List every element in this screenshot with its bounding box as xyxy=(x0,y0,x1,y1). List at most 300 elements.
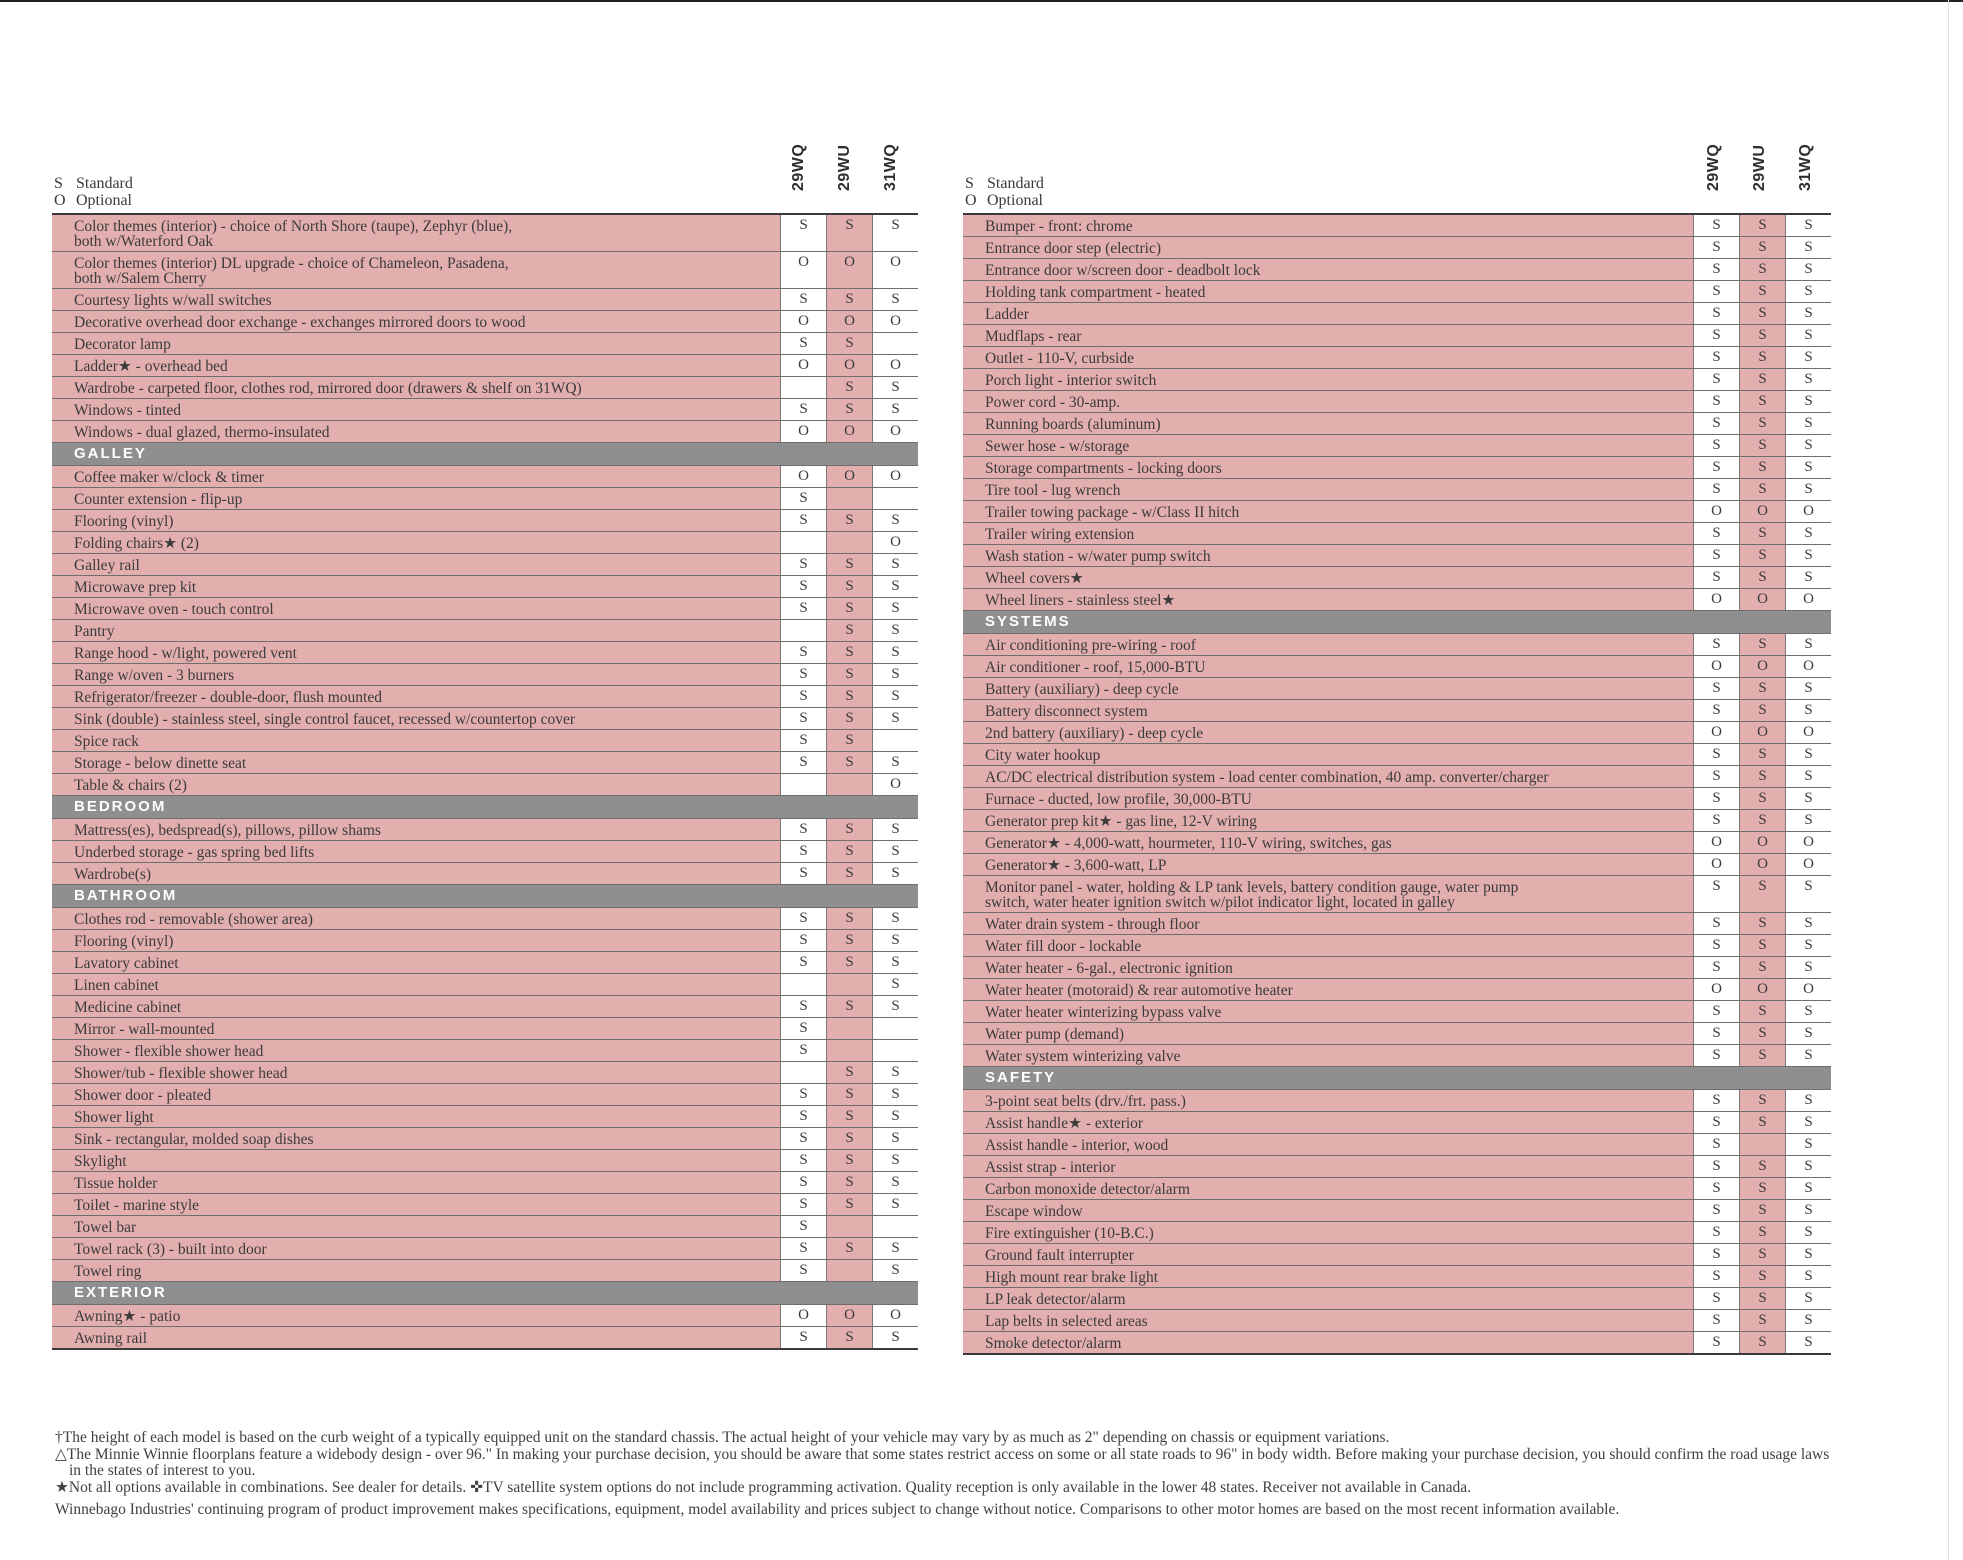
spec-cell-29wq: S xyxy=(1693,391,1739,412)
spec-label: Wash station - w/water pump switch xyxy=(985,548,1211,565)
spec-row xyxy=(963,1045,1831,1067)
spec-cell-29wq: S xyxy=(780,1216,826,1237)
spec-cell-29wq: S xyxy=(1693,1023,1739,1044)
spec-label: Galley rail xyxy=(74,557,140,574)
spec-row xyxy=(963,1244,1831,1266)
spec-cell-29wq: S xyxy=(780,1128,826,1149)
spec-cell-31wq: S xyxy=(1785,237,1831,258)
spec-row xyxy=(963,523,1831,545)
spec-cell-29wq: S xyxy=(780,554,826,575)
spec-cell-29wq: S xyxy=(780,930,826,951)
spec-label: Power cord - 30-amp. xyxy=(985,394,1121,411)
spec-label: Carbon monoxide detector/alarm xyxy=(985,1181,1190,1198)
spec-row xyxy=(52,510,918,532)
spec-row xyxy=(963,700,1831,722)
spec-label: Bumper - front: chrome xyxy=(985,218,1133,235)
spec-cell-29wu: O xyxy=(1739,979,1785,1000)
spec-label: Towel rack (3) - built into door xyxy=(74,1241,267,1258)
spec-cell-31wq: S xyxy=(1785,1200,1831,1221)
spec-row xyxy=(52,642,918,664)
right-spec-column xyxy=(963,143,1831,1355)
spec-row xyxy=(963,876,1831,913)
spec-cell-31wq: S xyxy=(872,1194,918,1215)
spec-cell-29wu xyxy=(826,774,872,795)
spec-cell-31wq: S xyxy=(1785,369,1831,390)
spec-cell-29wq: S xyxy=(1693,1001,1739,1022)
spec-row xyxy=(52,377,918,399)
spec-cell-31wq xyxy=(872,1018,918,1039)
section-header-exterior: EXTERIOR xyxy=(52,1282,918,1305)
spec-cell-29wu: S xyxy=(1739,413,1785,434)
spec-row xyxy=(963,215,1831,237)
spec-row xyxy=(52,930,918,952)
spec-cell-31wq: S xyxy=(1785,766,1831,787)
spec-cell-29wu: S xyxy=(1739,325,1785,346)
spec-cell-31wq: S xyxy=(872,642,918,663)
spec-label: Entrance door step (electric) xyxy=(985,240,1162,257)
spec-row xyxy=(52,1216,918,1238)
spec-label: Color themes (interior) - choice of North Shore (taupe), Zephyr (blue), both w/Waterford Oak xyxy=(74,218,513,250)
spec-row xyxy=(52,1106,918,1128)
spec-label: Smoke detector/alarm xyxy=(985,1335,1122,1352)
spec-cell-29wu xyxy=(826,974,872,995)
spec-row xyxy=(963,656,1831,678)
spec-row xyxy=(52,311,918,333)
spec-cell-29wu: O xyxy=(826,252,872,288)
spec-cell-29wq: S xyxy=(780,1150,826,1171)
spec-cell-29wu: S xyxy=(826,952,872,973)
spec-row xyxy=(963,722,1831,744)
spec-cell-29wu: S xyxy=(1739,1178,1785,1199)
spec-row xyxy=(963,1266,1831,1288)
section-header-systems: SYSTEMS xyxy=(963,611,1831,634)
spec-row xyxy=(963,1288,1831,1310)
spec-row xyxy=(963,957,1831,979)
spec-cell-29wq: S xyxy=(1693,435,1739,456)
spec-label: Linen cabinet xyxy=(74,977,159,994)
spec-cell-29wu: S xyxy=(826,1128,872,1149)
spec-label: Furnace - ducted, low profile, 30,000-BTU xyxy=(985,791,1252,808)
spec-cell-31wq: S xyxy=(1785,391,1831,412)
spec-cell-31wq xyxy=(872,1216,918,1237)
spec-row xyxy=(52,289,918,311)
spec-row xyxy=(963,913,1831,935)
spec-cell-29wu: S xyxy=(1739,957,1785,978)
spec-label: Entrance door w/screen door - deadbolt lock xyxy=(985,262,1261,279)
left-spec-table xyxy=(52,213,918,1350)
spec-cell-29wu: S xyxy=(1739,810,1785,831)
spec-label: Refrigerator/freezer - double-door, flush mounted xyxy=(74,689,382,706)
model-labels xyxy=(776,143,914,209)
spec-label: Monitor panel - water, holding & LP tank levels, battery condition gauge, water pump switch, water heater ignition switch w/pilot indicator light, located in galley xyxy=(985,879,1519,911)
spec-cell-31wq: S xyxy=(872,289,918,310)
spec-row xyxy=(963,1178,1831,1200)
spec-label: Lavatory cabinet xyxy=(74,955,179,972)
spec-cell-29wu: S xyxy=(826,642,872,663)
spec-cell-29wu: S xyxy=(826,289,872,310)
spec-cell-29wq: S xyxy=(780,952,826,973)
spec-cell-31wq: S xyxy=(1785,700,1831,721)
spec-label: Water heater winterizing bypass valve xyxy=(985,1004,1222,1021)
spec-cell-31wq: S xyxy=(1785,1045,1831,1066)
spec-cell-29wq: S xyxy=(780,841,826,862)
spec-row xyxy=(963,545,1831,567)
spec-row xyxy=(963,567,1831,589)
spec-row xyxy=(963,413,1831,435)
spec-row xyxy=(963,744,1831,766)
spec-row xyxy=(963,281,1831,303)
spec-cell-29wq: S xyxy=(780,863,826,884)
spec-row xyxy=(52,1260,918,1282)
spec-cell-29wu: S xyxy=(1739,567,1785,588)
spec-cell-31wq: S xyxy=(1785,935,1831,956)
spec-row xyxy=(52,1238,918,1260)
spec-label: Underbed storage - gas spring bed lifts xyxy=(74,844,315,861)
spec-cell-31wq: O xyxy=(1785,589,1831,610)
spec-cell-29wq: S xyxy=(780,996,826,1017)
spec-label: Running boards (aluminum) xyxy=(985,416,1161,433)
spec-cell-29wu xyxy=(826,1018,872,1039)
spec-cell-29wq: S xyxy=(1693,523,1739,544)
spec-cell-29wu: S xyxy=(826,708,872,729)
footnote-options: ★Not all options available in combinations. See dealer for details. ✜TV satellite system options do not include programming activation. Quality reception is only available in the lower 48 states. Receiver not available in Canada. xyxy=(55,1479,1472,1496)
spec-cell-29wq: S xyxy=(780,686,826,707)
model-label-29wq: 29WQ xyxy=(1705,143,1722,191)
spec-label: Air conditioning pre-wiring - roof xyxy=(985,637,1196,654)
spec-cell-29wq: S xyxy=(1693,369,1739,390)
spec-row xyxy=(52,841,918,863)
model-label-29wu: 29WU xyxy=(1751,144,1768,191)
spec-row xyxy=(963,435,1831,457)
spec-cell-29wu: S xyxy=(1739,281,1785,302)
model-labels xyxy=(1691,143,1829,209)
spec-cell-29wq: S xyxy=(780,730,826,751)
legend xyxy=(54,175,133,209)
spec-row xyxy=(52,333,918,355)
spec-row xyxy=(52,1128,918,1150)
spec-cell-29wq: S xyxy=(780,1018,826,1039)
spec-label: Ladder xyxy=(985,306,1029,323)
spec-cell-29wq: O xyxy=(780,355,826,376)
spec-cell-29wq: S xyxy=(1693,957,1739,978)
spec-cell-29wq: S xyxy=(1693,935,1739,956)
spec-cell-29wq: S xyxy=(780,215,826,251)
spec-cell-31wq: S xyxy=(872,664,918,685)
spec-cell-29wq: S xyxy=(1693,913,1739,934)
spec-label: Porch light - interior switch xyxy=(985,372,1157,389)
spec-cell-29wu: O xyxy=(826,1305,872,1326)
spec-cell-29wq: S xyxy=(780,576,826,597)
spec-cell-29wu: S xyxy=(1739,876,1785,912)
spec-cell-29wq: S xyxy=(1693,634,1739,655)
footnote-height: †The height of each model is based on the curb weight of a typically equipped unit on the standard chassis. The actual height of your vehicle may vary by as much as 2" depending on chassis or equipment variations. xyxy=(55,1429,1390,1446)
spec-cell-31wq: O xyxy=(872,355,918,376)
spec-cell-29wq: S xyxy=(780,1172,826,1193)
spec-cell-29wq: O xyxy=(1693,501,1739,522)
spec-cell-29wu: S xyxy=(1739,678,1785,699)
spec-label: Holding tank compartment - heated xyxy=(985,284,1206,301)
spec-label: Towel bar xyxy=(74,1219,137,1236)
spec-cell-31wq: S xyxy=(872,1128,918,1149)
spec-cell-31wq: S xyxy=(872,1106,918,1127)
spec-label: 3-point seat belts (drv./frt. pass.) xyxy=(985,1093,1186,1110)
spec-cell-29wu: S xyxy=(826,730,872,751)
page-edge-rule xyxy=(1948,0,1949,1560)
footnote-widebody: △The Minnie Winnie floorplans feature a widebody design - over 96." In making your purchase decision, you should be aware that some states restrict access on some or all state roads to 96" in body width. Before making your purchase decision, you should confirm the road usage laws in the states of interest to you. xyxy=(55,1446,1830,1479)
spec-cell-29wq: S xyxy=(1693,479,1739,500)
spec-cell-29wu: S xyxy=(1739,1266,1785,1287)
spec-cell-31wq: S xyxy=(872,620,918,641)
spec-label: Flooring (vinyl) xyxy=(74,513,174,530)
spec-cell-29wu: S xyxy=(1739,237,1785,258)
spec-label: Toilet - marine style xyxy=(74,1197,200,1214)
spec-row xyxy=(52,664,918,686)
spec-row xyxy=(963,303,1831,325)
spec-cell-31wq xyxy=(872,333,918,354)
spec-cell-29wq: S xyxy=(1693,281,1739,302)
spec-label: Counter extension - flip-up xyxy=(74,491,243,508)
spec-label: Generator★ - 4,000-watt, hourmeter, 110-V wiring, switches, gas xyxy=(985,835,1392,852)
spec-cell-29wu: S xyxy=(826,1106,872,1127)
spec-label: Wardrobe(s) xyxy=(74,866,152,883)
spec-label: Range hood - w/light, powered vent xyxy=(74,645,297,662)
spec-label: Range w/oven - 3 burners xyxy=(74,667,235,684)
spec-row xyxy=(963,369,1831,391)
spec-cell-31wq: S xyxy=(1785,303,1831,324)
spec-cell-31wq: S xyxy=(872,399,918,420)
spec-label: Table & chairs (2) xyxy=(74,777,187,794)
spec-cell-29wu: S xyxy=(1739,1200,1785,1221)
spec-cell-31wq: S xyxy=(1785,523,1831,544)
spec-row xyxy=(963,1200,1831,1222)
spec-label: Microwave prep kit xyxy=(74,579,197,596)
spec-cell-31wq: S xyxy=(1785,1178,1831,1199)
spec-row xyxy=(52,466,918,488)
spec-label: Ground fault interrupter xyxy=(985,1247,1134,1264)
spec-cell-31wq: O xyxy=(1785,656,1831,677)
spec-label: Lap belts in selected areas xyxy=(985,1313,1148,1330)
spec-label: Pantry xyxy=(74,623,115,640)
spec-label: Assist handle★ - exterior xyxy=(985,1115,1144,1132)
spec-cell-29wq: O xyxy=(1693,979,1739,1000)
spec-row xyxy=(52,598,918,620)
spec-cell-29wq: S xyxy=(1693,766,1739,787)
spec-row xyxy=(52,488,918,510)
spec-cell-29wq: S xyxy=(1693,215,1739,236)
spec-label: Battery (auxiliary) - deep cycle xyxy=(985,681,1179,698)
spec-cell-29wq: S xyxy=(1693,1222,1739,1243)
spec-cell-29wq xyxy=(780,620,826,641)
spec-cell-31wq: O xyxy=(1785,722,1831,743)
spec-cell-29wq: S xyxy=(780,664,826,685)
spec-cell-29wq: S xyxy=(1693,1332,1739,1353)
spec-cell-31wq: S xyxy=(1785,1288,1831,1309)
left-table-header xyxy=(52,143,918,213)
spec-label: Water drain system - through floor xyxy=(985,916,1200,933)
spec-cell-29wq: S xyxy=(780,1084,826,1105)
spec-cell-29wu: S xyxy=(826,620,872,641)
spec-row xyxy=(963,325,1831,347)
spec-cell-29wu: S xyxy=(1739,700,1785,721)
spec-cell-31wq: S xyxy=(872,215,918,251)
spec-cell-29wq: S xyxy=(1693,303,1739,324)
spec-label: 2nd battery (auxiliary) - deep cycle xyxy=(985,725,1204,742)
spec-cell-29wq: S xyxy=(1693,678,1739,699)
spec-cell-29wu: S xyxy=(826,510,872,531)
spec-cell-31wq: S xyxy=(872,908,918,929)
spec-row xyxy=(963,935,1831,957)
spec-cell-29wu: S xyxy=(1739,1332,1785,1353)
spec-row xyxy=(52,1084,918,1106)
spec-cell-31wq: O xyxy=(1785,854,1831,875)
spec-label: Trailer towing package - w/Class II hitch xyxy=(985,504,1240,521)
spec-cell-29wu: S xyxy=(1739,1112,1785,1133)
spec-cell-29wq: S xyxy=(780,1238,826,1259)
spec-cell-31wq: S xyxy=(1785,325,1831,346)
spec-cell-29wq: S xyxy=(780,1260,826,1281)
spec-cell-31wq: O xyxy=(872,311,918,332)
spec-cell-29wq: S xyxy=(1693,810,1739,831)
spec-label: Mirror - wall-mounted xyxy=(74,1021,215,1038)
spec-cell-29wq: S xyxy=(780,488,826,509)
spec-cell-29wq: S xyxy=(1693,347,1739,368)
spec-label: Outlet - 110-V, curbside xyxy=(985,350,1134,367)
spec-row xyxy=(52,730,918,752)
spec-label: Water heater - 6-gal., electronic ignition xyxy=(985,960,1233,977)
spec-cell-31wq: S xyxy=(1785,744,1831,765)
spec-cell-29wu: S xyxy=(826,996,872,1017)
spec-cell-29wu: S xyxy=(826,215,872,251)
spec-cell-31wq: S xyxy=(872,974,918,995)
spec-row xyxy=(963,810,1831,832)
spec-cell-29wq: S xyxy=(780,598,826,619)
spec-row xyxy=(52,752,918,774)
spec-row xyxy=(52,708,918,730)
spec-cell-31wq: O xyxy=(1785,979,1831,1000)
spec-cell-29wq: S xyxy=(1693,1156,1739,1177)
spec-row xyxy=(963,1332,1831,1353)
spec-row xyxy=(963,457,1831,479)
spec-label: Wheel liners - stainless steel★ xyxy=(985,592,1176,609)
spec-label: Skylight xyxy=(74,1153,127,1170)
right-spec-table xyxy=(963,213,1831,1355)
spec-label: Water heater (motoraid) & rear automotive heater xyxy=(985,982,1293,999)
spec-cell-29wq: S xyxy=(1693,1200,1739,1221)
spec-cell-29wu: S xyxy=(1739,1244,1785,1265)
spec-cell-29wu xyxy=(826,1216,872,1237)
spec-cell-29wq xyxy=(780,974,826,995)
spec-cell-29wu: S xyxy=(1739,347,1785,368)
spec-label: Ladder★ - overhead bed xyxy=(74,358,228,375)
spec-cell-29wu: S xyxy=(1739,634,1785,655)
spec-cell-29wq: S xyxy=(1693,744,1739,765)
spec-label: Sewer hose - w/storage xyxy=(985,438,1130,455)
spec-row xyxy=(963,678,1831,700)
spec-cell-31wq: S xyxy=(1785,567,1831,588)
spec-cell-31wq: S xyxy=(872,1327,918,1348)
spec-cell-31wq: S xyxy=(872,1260,918,1281)
spec-label: LP leak detector/alarm xyxy=(985,1291,1126,1308)
spec-label: Shower light xyxy=(74,1109,154,1126)
spec-cell-31wq: S xyxy=(1785,876,1831,912)
spec-cell-29wq: S xyxy=(1693,1244,1739,1265)
spec-cell-31wq: S xyxy=(872,686,918,707)
spec-cell-29wu: S xyxy=(1739,215,1785,236)
spec-cell-29wq: S xyxy=(780,333,826,354)
spec-cell-31wq xyxy=(872,488,918,509)
spec-row xyxy=(52,1194,918,1216)
spec-cell-31wq: S xyxy=(872,819,918,840)
spec-cell-29wu xyxy=(826,1040,872,1061)
spec-cell-29wu: S xyxy=(1739,303,1785,324)
spec-cell-29wu: S xyxy=(1739,391,1785,412)
spec-cell-29wq: O xyxy=(1693,832,1739,853)
spec-label: Shower - flexible shower head xyxy=(74,1043,264,1060)
spec-cell-29wq xyxy=(780,377,826,398)
spec-cell-31wq: S xyxy=(1785,957,1831,978)
spec-cell-31wq: S xyxy=(1785,545,1831,566)
spec-cell-29wq: S xyxy=(1693,1310,1739,1331)
spec-cell-29wu: S xyxy=(1739,1045,1785,1066)
spec-label: Windows - tinted xyxy=(74,402,182,419)
spec-cell-31wq: O xyxy=(1785,832,1831,853)
legend xyxy=(965,175,1044,209)
spec-cell-31wq: S xyxy=(1785,1090,1831,1111)
spec-cell-29wu: S xyxy=(1739,744,1785,765)
model-label-31wq: 31WQ xyxy=(1797,143,1814,191)
spec-cell-29wq: S xyxy=(780,752,826,773)
spec-cell-29wu: S xyxy=(826,1327,872,1348)
spec-label: Generator prep kit★ - gas line, 12-V wiring xyxy=(985,813,1257,830)
spec-cell-29wu: S xyxy=(1739,1023,1785,1044)
spec-row xyxy=(963,766,1831,788)
spec-cell-29wq: O xyxy=(1693,656,1739,677)
spec-row xyxy=(52,554,918,576)
spec-cell-29wq: S xyxy=(1693,1090,1739,1111)
spec-cell-29wu: S xyxy=(826,1150,872,1171)
spec-label: Air conditioner - roof, 15,000-BTU xyxy=(985,659,1206,676)
spec-label: Tire tool - lug wrench xyxy=(985,482,1121,499)
spec-cell-29wq: S xyxy=(780,1327,826,1348)
spec-row xyxy=(963,979,1831,1001)
right-table-header xyxy=(963,143,1831,213)
spec-row xyxy=(52,576,918,598)
spec-cell-31wq: O xyxy=(1785,501,1831,522)
spec-label: Color themes (interior) DL upgrade - choice of Chameleon, Pasadena, both w/Salem Cherry xyxy=(74,255,509,287)
spec-label: Tissue holder xyxy=(74,1175,158,1192)
spec-cell-31wq: S xyxy=(1785,457,1831,478)
spec-row xyxy=(963,501,1831,523)
spec-cell-29wu xyxy=(826,1260,872,1281)
spec-cell-29wu: O xyxy=(1739,501,1785,522)
spec-cell-29wu: O xyxy=(826,311,872,332)
spec-cell-29wq: S xyxy=(1693,457,1739,478)
spec-cell-31wq: S xyxy=(1785,1222,1831,1243)
spec-row xyxy=(963,347,1831,369)
spec-row xyxy=(963,1090,1831,1112)
spec-cell-29wq: S xyxy=(780,819,826,840)
spec-label: Awning★ - patio xyxy=(74,1308,181,1325)
spec-cell-31wq: S xyxy=(872,1150,918,1171)
spec-cell-31wq: S xyxy=(1785,1332,1831,1353)
spec-label: Decorator lamp xyxy=(74,336,171,353)
spec-cell-29wu: S xyxy=(826,576,872,597)
spec-cell-29wu: S xyxy=(1739,1090,1785,1111)
model-label-29wu: 29WU xyxy=(836,144,853,191)
spec-cell-29wu: S xyxy=(826,841,872,862)
spec-row xyxy=(52,355,918,377)
spec-cell-29wq: S xyxy=(780,289,826,310)
